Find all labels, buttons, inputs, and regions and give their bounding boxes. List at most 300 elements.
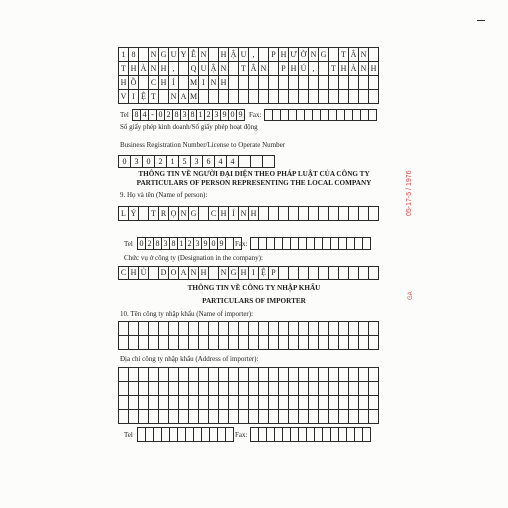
red-stamp: [406, 170, 413, 216]
char-cell: [179, 76, 189, 90]
char-cell: N: [219, 62, 229, 76]
char-cell: H: [219, 207, 229, 221]
char-cell: Q: [189, 62, 199, 76]
char-cell: [329, 410, 339, 424]
char-cell: 0: [143, 156, 155, 168]
char-cell: [359, 396, 369, 410]
char-cell: 1: [167, 156, 179, 168]
char-cell: 0: [157, 110, 165, 121]
representative-fax-field[interactable]: [250, 237, 371, 250]
char-cell: [249, 368, 259, 382]
char-cell: [319, 368, 329, 382]
char-cell: [299, 410, 309, 424]
char-cell: [349, 382, 359, 396]
char-cell: [349, 410, 359, 424]
char-cell: [305, 110, 313, 121]
char-cell: [309, 368, 319, 382]
char-cell: [319, 62, 329, 76]
char-cell: [239, 382, 249, 396]
char-cell: T: [149, 207, 159, 221]
char-cell: [239, 336, 249, 350]
char-cell: [331, 238, 339, 250]
char-cell: [309, 90, 319, 104]
char-cell: [349, 336, 359, 350]
char-cell: [186, 428, 194, 442]
char-cell: [369, 267, 379, 280]
char-cell: [313, 110, 321, 121]
char-cell: [289, 336, 299, 350]
char-cell: [289, 267, 299, 280]
importer-name-label: 10. Tên công ty nhập khẩu (Name of importer):: [120, 310, 254, 318]
char-cell: [331, 428, 339, 442]
char-cell: [329, 382, 339, 396]
char-cell: [229, 90, 239, 104]
char-cell: [279, 396, 289, 410]
representative-position-field[interactable]: [118, 266, 379, 280]
char-cell: [319, 90, 329, 104]
char-cell: 9: [218, 238, 226, 250]
char-cell: [189, 322, 199, 336]
char-cell: P: [279, 62, 289, 76]
char-cell: H: [219, 76, 229, 90]
char-cell: [269, 382, 279, 396]
char-cell: [269, 396, 279, 410]
char-cell: [345, 110, 353, 121]
char-cell: [226, 428, 234, 442]
char-cell: [283, 238, 291, 250]
char-cell: N: [359, 48, 369, 62]
char-cell: Ý: [129, 207, 139, 221]
company-tel-field[interactable]: [132, 109, 245, 121]
char-cell: [159, 382, 169, 396]
char-cell: [283, 428, 291, 442]
char-cell: 3: [194, 238, 202, 250]
char-cell: 1: [197, 110, 205, 121]
char-cell: [289, 396, 299, 410]
char-cell: [289, 207, 299, 221]
char-cell: 8: [129, 48, 139, 62]
char-cell: [315, 238, 323, 250]
char-cell: [349, 396, 359, 410]
char-cell: [319, 76, 329, 90]
char-cell: [307, 428, 315, 442]
char-cell: 3: [162, 238, 170, 250]
importer-address-label: Địa chỉ công ty nhập khẩu (Address of importer):: [120, 355, 259, 363]
char-cell: [307, 238, 315, 250]
char-cell: [199, 336, 209, 350]
char-cell: [339, 382, 349, 396]
char-cell: [349, 368, 359, 382]
char-cell: [159, 368, 169, 382]
char-cell: [279, 76, 289, 90]
char-cell: [159, 322, 169, 336]
char-cell: [359, 336, 369, 350]
char-cell: [279, 322, 289, 336]
char-cell: P: [269, 267, 279, 280]
importer-name-field[interactable]: [118, 321, 379, 350]
char-cell: [119, 410, 129, 424]
char-cell: [279, 368, 289, 382]
char-cell: [299, 428, 307, 442]
char-cell: [299, 322, 309, 336]
char-cell: [289, 322, 299, 336]
char-cell: 9: [237, 110, 245, 121]
char-cell: [202, 428, 210, 442]
char-cell: [239, 410, 249, 424]
char-cell: [349, 207, 359, 221]
char-cell: [309, 336, 319, 350]
char-cell: 1: [119, 48, 129, 62]
char-cell: [259, 238, 267, 250]
char-cell: [129, 382, 139, 396]
char-cell: 2: [205, 110, 213, 121]
char-cell: [349, 322, 359, 336]
char-cell: [291, 428, 299, 442]
char-cell: [329, 207, 339, 221]
char-cell: [275, 238, 283, 250]
char-cell: R: [159, 207, 169, 221]
char-cell: Â: [249, 62, 259, 76]
char-cell: [159, 336, 169, 350]
char-cell: G: [229, 267, 239, 280]
char-cell: [194, 428, 202, 442]
char-cell: A: [179, 90, 189, 104]
char-cell: [229, 410, 239, 424]
char-cell: [359, 76, 369, 90]
char-cell: [309, 322, 319, 336]
char-cell: [319, 267, 329, 280]
char-cell: H: [369, 62, 379, 76]
char-cell: [259, 368, 269, 382]
char-cell: 8: [154, 238, 162, 250]
char-cell: [209, 48, 219, 62]
char-cell: [339, 90, 349, 104]
char-cell: [251, 238, 259, 250]
representative-position-label: Chức vụ ở công ty (Designation in the company):: [124, 254, 263, 262]
char-cell: [169, 396, 179, 410]
char-cell: [279, 336, 289, 350]
char-cell: N: [149, 62, 159, 76]
char-cell: Ờ: [299, 48, 309, 62]
char-cell: [259, 48, 269, 62]
importer-heading-vi: THÔNG TIN VỀ CÔNG TY NHẬP KHẨU: [187, 284, 321, 292]
char-cell: [369, 382, 379, 396]
char-cell: [359, 207, 369, 221]
importer-heading-en: PARTICULARS OF IMPORTER: [202, 297, 306, 305]
char-cell: 8: [173, 110, 181, 121]
char-cell: [249, 336, 259, 350]
char-cell: [210, 428, 218, 442]
char-cell: H: [279, 48, 289, 62]
char-cell: [329, 368, 339, 382]
representative-name-field[interactable]: [118, 206, 379, 221]
char-cell: [119, 368, 129, 382]
char-cell: [259, 322, 269, 336]
char-cell: Í: [229, 207, 239, 221]
char-cell: [349, 267, 359, 280]
char-cell: Ễ: [189, 48, 199, 62]
char-cell: 0: [210, 238, 218, 250]
char-cell: Ệ: [139, 90, 149, 104]
char-cell: [269, 90, 279, 104]
char-cell: [329, 76, 339, 90]
char-cell: U: [169, 48, 179, 62]
char-cell: [329, 322, 339, 336]
char-cell: I: [249, 267, 259, 280]
char-cell: ,: [169, 62, 179, 76]
char-cell: 1: [178, 238, 186, 250]
char-cell: [219, 368, 229, 382]
char-cell: [229, 368, 239, 382]
char-cell: [309, 267, 319, 280]
char-cell: [269, 410, 279, 424]
char-cell: [289, 368, 299, 382]
char-cell: 0: [119, 156, 131, 168]
char-cell: [323, 428, 331, 442]
char-cell: [179, 336, 189, 350]
char-cell: [219, 410, 229, 424]
representative-tel-field[interactable]: [137, 237, 242, 250]
importer-address-field[interactable]: [118, 367, 379, 424]
char-cell: H: [249, 207, 259, 221]
char-cell: [369, 110, 377, 121]
company-fax-field[interactable]: [264, 109, 377, 121]
char-cell: Ọ: [169, 207, 179, 221]
char-cell: [369, 76, 379, 90]
char-cell: [359, 382, 369, 396]
char-cell: [369, 90, 379, 104]
char-cell: L: [119, 207, 129, 221]
char-cell: H: [119, 76, 129, 90]
char-cell: G: [319, 48, 329, 62]
char-cell: [329, 267, 339, 280]
char-cell: [179, 322, 189, 336]
char-cell: [199, 396, 209, 410]
char-cell: [199, 382, 209, 396]
importer-fax-field[interactable]: [250, 427, 371, 442]
char-cell: [239, 322, 249, 336]
char-cell: [329, 90, 339, 104]
char-cell: [149, 336, 159, 350]
char-cell: [179, 382, 189, 396]
company-fax-label: Fax:: [249, 111, 262, 119]
char-cell: U: [199, 62, 209, 76]
char-cell: 2: [186, 238, 194, 250]
char-cell: [209, 267, 219, 280]
char-cell: ,: [249, 48, 259, 62]
char-cell: [219, 396, 229, 410]
char-cell: N: [239, 207, 249, 221]
char-cell: [139, 336, 149, 350]
license-label-vi: Số giấy phép kinh doanh/Số giấy phép hoạt động: [120, 123, 258, 131]
char-cell: [209, 368, 219, 382]
char-cell: [209, 90, 219, 104]
representative-tel-label: Tel: [124, 240, 133, 248]
char-cell: [329, 110, 337, 121]
char-cell: [199, 322, 209, 336]
char-cell: N: [259, 62, 269, 76]
char-cell: 8: [189, 110, 197, 121]
char-cell: [339, 428, 347, 442]
char-cell: 4: [141, 110, 149, 121]
importer-tel-field[interactable]: [137, 427, 234, 442]
char-cell: [239, 368, 249, 382]
char-cell: [319, 382, 329, 396]
char-cell: N: [359, 62, 369, 76]
char-cell: [309, 207, 319, 221]
char-cell: [339, 336, 349, 350]
char-cell: T: [239, 62, 249, 76]
char-cell: [297, 110, 305, 121]
char-cell: 2: [165, 110, 173, 121]
char-cell: [129, 322, 139, 336]
char-cell: [269, 62, 279, 76]
char-cell: G: [159, 48, 169, 62]
char-cell: [189, 336, 199, 350]
char-cell: [229, 322, 239, 336]
char-cell: [154, 428, 162, 442]
char-cell: [129, 336, 139, 350]
char-cell: [249, 322, 259, 336]
importer-tel-label: Tel: [124, 431, 133, 439]
char-cell: [353, 110, 361, 121]
char-cell: [169, 410, 179, 424]
char-cell: [162, 428, 170, 442]
char-cell: Ậ: [229, 48, 239, 62]
char-cell: [259, 207, 269, 221]
char-cell: [319, 396, 329, 410]
char-cell: [129, 396, 139, 410]
char-cell: [319, 207, 329, 221]
char-cell: [291, 238, 299, 250]
char-cell: [149, 396, 159, 410]
char-cell: [119, 336, 129, 350]
char-cell: [359, 368, 369, 382]
char-cell: [189, 396, 199, 410]
char-cell: [329, 336, 339, 350]
char-cell: [319, 336, 329, 350]
char-cell: [199, 368, 209, 382]
char-cell: [229, 396, 239, 410]
char-cell: [319, 410, 329, 424]
corner-mark: [477, 20, 485, 21]
char-cell: [269, 76, 279, 90]
char-cell: [219, 90, 229, 104]
char-cell: H: [219, 48, 229, 62]
representative-fax-label: Fax:: [235, 240, 248, 248]
char-cell: [169, 336, 179, 350]
char-cell: [226, 238, 234, 250]
char-cell: D: [159, 267, 169, 280]
char-cell: N: [209, 76, 219, 90]
char-cell: [339, 410, 349, 424]
char-cell: T: [149, 90, 159, 104]
char-cell: [178, 428, 186, 442]
char-cell: G: [189, 207, 199, 221]
char-cell: C: [149, 76, 159, 90]
char-cell: [229, 62, 239, 76]
char-cell: Ú: [299, 62, 309, 76]
char-cell: [289, 90, 299, 104]
char-cell: [359, 410, 369, 424]
char-cell: [309, 382, 319, 396]
license-number-field[interactable]: [118, 155, 275, 168]
char-cell: [299, 207, 309, 221]
char-cell: [279, 267, 289, 280]
char-cell: T: [119, 62, 129, 76]
char-cell: Ủ: [139, 267, 149, 280]
char-cell: H: [159, 62, 169, 76]
char-cell: [273, 110, 281, 121]
char-cell: [349, 76, 359, 90]
char-cell: [179, 368, 189, 382]
representative-heading-vi: THÔNG TIN VỀ NGƯỜI ĐẠI DIỆN THEO PHÁP LUẬT CỦA CÔNG TY: [138, 170, 370, 178]
char-cell: [199, 207, 209, 221]
char-cell: [189, 368, 199, 382]
char-cell: [218, 428, 226, 442]
char-cell: Ệ: [259, 267, 269, 280]
char-cell: [149, 382, 159, 396]
char-cell: [169, 322, 179, 336]
char-cell: N: [189, 267, 199, 280]
char-cell: [309, 396, 319, 410]
char-cell: [209, 336, 219, 350]
char-cell: [369, 48, 379, 62]
char-cell: [179, 410, 189, 424]
char-cell: 2: [155, 156, 167, 168]
char-cell: [209, 322, 219, 336]
char-cell: [159, 90, 169, 104]
char-cell: Ư: [289, 48, 299, 62]
char-cell: [363, 428, 371, 442]
char-cell: [219, 336, 229, 350]
char-cell: 9: [221, 110, 229, 121]
char-cell: T: [339, 48, 349, 62]
char-cell: N: [199, 48, 209, 62]
license-label-en: Business Registration Number/License to Operate Number: [120, 141, 286, 149]
char-cell: [149, 267, 159, 280]
char-cell: [329, 396, 339, 410]
char-cell: H: [159, 76, 169, 90]
red-stamp-secondary: [408, 291, 414, 300]
char-cell: 3: [191, 156, 203, 168]
char-cell: [349, 90, 359, 104]
char-cell: [299, 90, 309, 104]
char-cell: I: [199, 76, 209, 90]
stamp-line-2: GA: [408, 291, 414, 300]
char-cell: [259, 90, 269, 104]
char-cell: [179, 396, 189, 410]
char-cell: Y: [179, 48, 189, 62]
char-cell: [149, 410, 159, 424]
char-cell: [119, 322, 129, 336]
char-cell: H: [129, 62, 139, 76]
char-cell: V: [119, 90, 129, 104]
char-cell: [323, 238, 331, 250]
char-cell: [229, 76, 239, 90]
char-cell: [259, 428, 267, 442]
char-cell: [279, 410, 289, 424]
char-cell: 3: [213, 110, 221, 121]
representative-name-label: 9. Họ và tên (Name of person):: [120, 191, 208, 199]
char-cell: [249, 90, 259, 104]
char-cell: [129, 368, 139, 382]
char-cell: [289, 76, 299, 90]
char-cell: [169, 382, 179, 396]
char-cell: [219, 382, 229, 396]
char-cell: [169, 368, 179, 382]
char-cell: [219, 322, 229, 336]
